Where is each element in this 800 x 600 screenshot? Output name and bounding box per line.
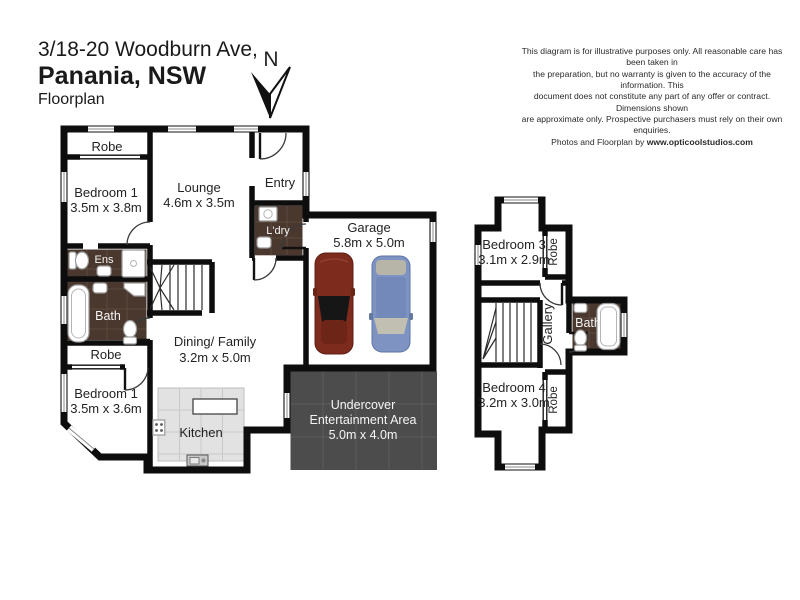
window [504, 197, 538, 204]
north-arrow [251, 48, 290, 118]
label-entry: Entry [264, 175, 296, 190]
window [505, 464, 535, 471]
disclaimer-line: the preparation, but no warranty is given to the accuracy of the information. This [533, 68, 771, 91]
bathtub-icon [68, 285, 89, 342]
window [61, 296, 68, 324]
upper-floor-plan [475, 197, 628, 471]
label-ens: Ens [94, 254, 114, 266]
label-bedroom3-dims: 3.1m x 2.9m [478, 252, 550, 267]
label-lounge-dims: 4.6m x 3.5m [163, 195, 235, 210]
label-dining-dims: 3.2m x 5.0m [179, 350, 251, 365]
slider-gap [80, 153, 140, 161]
label-robe-mid: Robe [90, 347, 122, 362]
window [284, 393, 291, 418]
toilet-icon [124, 321, 137, 345]
label-laundry: L'dry [266, 225, 290, 237]
label-garage: Garage [347, 220, 391, 235]
address-suburb: Panania, NSW [38, 62, 207, 91]
window [61, 374, 68, 412]
label-bath-upper: Bath [575, 316, 601, 330]
blue-car-icon [369, 256, 413, 352]
stove-icon [153, 420, 165, 435]
label-bedroom1-lower-dims: 3.5m x 3.6m [70, 401, 142, 416]
label-bedroom4: Bedroom 4 [482, 380, 546, 395]
label-bedroom1-lower: Bedroom 1 [74, 386, 138, 401]
washing-machine-icon [259, 207, 277, 221]
label-bedroom3: Bedroom 3 [482, 237, 546, 252]
disclaimer-line: This diagram is for illustrative purposes only. All reasonable care has been taken in [521, 46, 783, 68]
plan-subtitle: Floorplan [38, 90, 105, 108]
label-undercover-1: Undercover [330, 398, 396, 412]
sink-icon [574, 304, 587, 313]
toilet-icon [575, 330, 587, 351]
address-street: 3/18-20 Woodburn Ave, [38, 38, 258, 61]
window [234, 126, 258, 133]
sink-icon [93, 283, 107, 293]
disclaimer-credit: Photos and Floorplan by www.opticoolstudios.com [551, 136, 753, 147]
window [621, 313, 628, 337]
label-undercover-dims: 5.0m x 4.0m [328, 428, 398, 442]
label-dining: Dining/ Family [173, 334, 257, 349]
window [61, 172, 68, 202]
label-gallery: Gallery [540, 303, 555, 345]
ground-floor-plan [61, 126, 438, 471]
label-undercover-2: Entertainment Area [309, 413, 417, 427]
red-car-icon [313, 253, 355, 354]
laundry-tub-icon [257, 237, 271, 248]
slider-gap [72, 364, 120, 371]
window [430, 222, 437, 242]
north-arrow-solid-wing [251, 72, 270, 118]
label-bedroom1-top: Bedroom 1 [74, 185, 138, 200]
label-bath: Bath [95, 309, 121, 323]
label-robe3: Robe [548, 238, 560, 266]
north-label: N [263, 48, 279, 71]
label-robe4: Robe [548, 386, 560, 414]
disclaimer-line: are approximate only. Prospective purchasers must rely on their own enquiries. [521, 114, 783, 136]
window [168, 126, 196, 133]
sink-icon [187, 455, 208, 466]
window [88, 126, 114, 133]
sink-icon [97, 266, 111, 276]
kitchen-island [193, 399, 237, 414]
label-lounge: Lounge [177, 180, 221, 195]
label-kitchen: Kitchen [179, 425, 223, 440]
disclaimer-line: document does not constitute any part of any offer or contract. Dimensions shown [533, 91, 771, 113]
shower-icon [122, 250, 145, 277]
label-bedroom1-top-dims: 3.5m x 3.8m [70, 200, 142, 215]
label-garage-dims: 5.8m x 5.0m [333, 235, 405, 250]
label-bedroom4-dims: 3.2m x 3.0m [478, 395, 550, 410]
credit-site: www.opticoolstudios.com [646, 136, 753, 147]
north-arrow-outline-wing [270, 67, 290, 118]
toilet-icon [69, 252, 89, 269]
label-robe-top: Robe [91, 139, 123, 154]
window [303, 172, 310, 196]
